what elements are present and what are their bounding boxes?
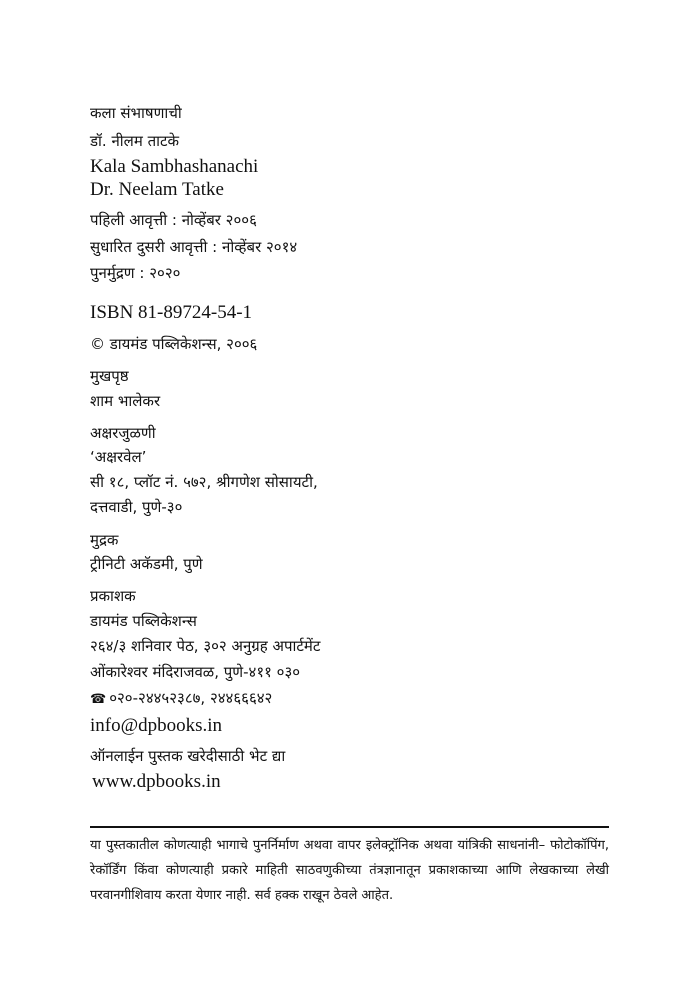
typesetting-label: अक्षरजुळणी: [90, 424, 156, 442]
publisher-phone: ०२०-२४४५२३८७, २४४६६६४२: [109, 689, 273, 707]
edition-reprint: पुनर्मुद्रण : २०२०: [90, 264, 181, 282]
phone-icon: ☎: [90, 692, 107, 707]
author-english: Dr. Neelam Tatke: [90, 179, 224, 200]
title-english: Kala Sambhashanachi: [90, 156, 259, 177]
cover-label: मुखपृष्ठ: [90, 367, 129, 385]
isbn: ISBN 81-89724-54-1: [90, 302, 253, 323]
divider-rule: [90, 826, 609, 828]
publisher-address-1: २६४/३ शनिवार पेठ, ३०२ अनुग्रह अपार्टमेंट: [90, 637, 321, 655]
publisher-name: डायमंड पब्लिकेशन्स: [90, 612, 197, 630]
author-marathi: डॉ. नीलम ताटके: [90, 132, 180, 150]
publisher-label: प्रकाशक: [90, 587, 136, 605]
printer-name: ट्रीनिटी अकॅडमी, पुणे: [90, 555, 203, 573]
publisher-phone-line: [90, 687, 272, 711]
rights-notice: या पुस्तकातील कोणत्याही भागाचे पुनर्निर्माण अथवा वापर इलेक्ट्रॉनिक अथवा यांत्रिकी साधनांनी– फोटोकॉपिंग, रेकॉर्डिंग किंवा कोणत्याही प्रकारे माहिती साठवणुकीच्या तंत्रज्ञानातून प्रकाशकाच्या आणि लेखकाच्या लेखी परवानगीशिवाय करता येणार नाही. सर्व हक्क राखून ठेवले आहेत.: [90, 838, 609, 903]
publisher-website[interactable]: www.dpbooks.in: [92, 771, 221, 792]
copyright-line: © डायमंड पब्लिकेशन्स, २००६: [90, 335, 258, 353]
typesetting-address-1: सी १८, प्लॉट नं. ५७२, श्रीगणेश सोसायटी,: [90, 473, 318, 491]
online-purchase-label: ऑनलाईन पुस्तक खरेदीसाठी भेट द्या: [90, 747, 286, 765]
typesetting-name: ‘अक्षरवेल’: [90, 448, 147, 466]
cover-artist: शाम भालेकर: [90, 392, 161, 410]
publisher-address-2: ओंकारेश्वर मंदिराजवळ, पुणे-४११ ०३०: [90, 663, 301, 681]
edition-revised: सुधारित दुसरी आवृत्ती : नोव्हेंबर २०१४: [90, 238, 298, 256]
typesetting-address-2: दत्तवाडी, पुणे-३०: [90, 498, 183, 516]
edition-first: पहिली आवृत्ती : नोव्हेंबर २००६: [90, 211, 257, 229]
printer-label: मुद्रक: [90, 531, 119, 549]
publisher-email[interactable]: info@dpbooks.in: [90, 715, 223, 736]
title-marathi: कला संभाषणाची: [90, 104, 182, 122]
